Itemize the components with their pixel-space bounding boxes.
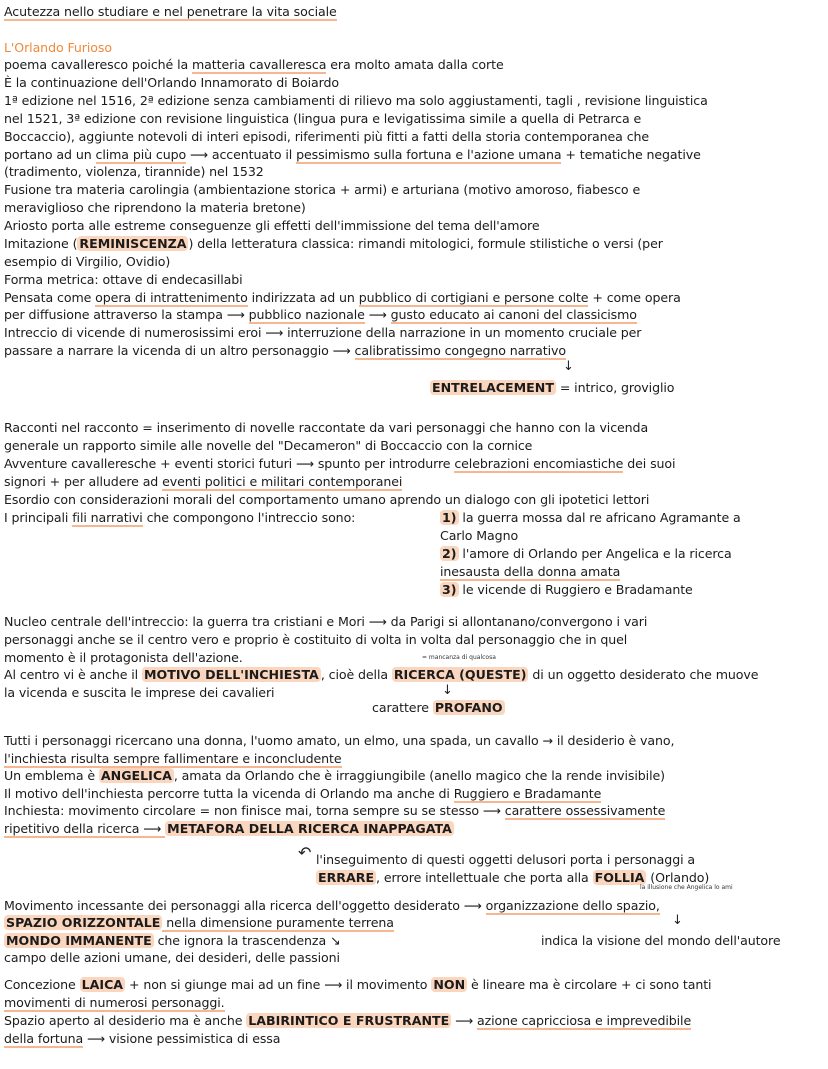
entrelacement-line: ENTRELACEMENT = intrico, groviglio <box>432 380 675 395</box>
line-24: signori + per alludere ad eventi politici e militari contemporanei <box>4 474 403 489</box>
line-42: ripetitivo della ricerca ⟶ METAFORA DELLA RICERCA INAPPAGATA <box>4 821 452 836</box>
thread-2: 2) l'amore di Orlando per Angelica e la ricerca <box>442 546 732 561</box>
line-5: 1ª edizione nel 1516, 2ª edizione senza cambiamenti di rilievo ma solo aggiustamenti, tagli , revisione linguistica <box>4 93 708 108</box>
line-23: Avventure cavalleresche + eventi storici futuri ⟶ spunto per introdurre celebrazioni encomiastiche dei suoi <box>4 456 676 471</box>
line-51: Spazio aperto al desiderio ma è anche LABIRINTICO E FRUSTRANTE ⟶ azione capricciosa e imprevedibile <box>4 1013 692 1028</box>
line-37: Tutti i personaggi ricercano una donna, l'uomo amato, un elmo, una spada, un cavallo → il desiderio è vano, <box>4 733 675 748</box>
line-52: della fortuna ⟶ visione pessimistica di essa <box>4 1031 281 1046</box>
line-33: momento è il protagonista dell'azione. <box>4 650 243 665</box>
line-47-right: indica la visione del mondo dell'autore <box>541 933 781 948</box>
line-41: Inchiesta: movimento circolare = non finisce mai, torna sempre su se stesso ⟶ carattere ossessivamente <box>4 803 666 818</box>
section-title: L'Orlando Furioso <box>4 40 112 55</box>
line-45: Movimento incessante dei personaggi alla ricerca dell'oggetto desiderato ⟶ organizzazione dello spazio, <box>4 898 660 913</box>
line-26: I principali fili narrativi che compongono l'intreccio sono: <box>4 510 356 525</box>
line-35: la vicenda e suscita le imprese dei cavalieri <box>4 685 275 700</box>
line-12: Ariosto porta alle estreme conseguenze gli effetti dell'immissione del tema dell'amore <box>4 218 540 233</box>
line-40: Il motivo dell'inchiesta percorre tutta la vicenda di Orlando ma anche di Ruggiero e Bradamante <box>4 786 602 801</box>
arrow-down-icon: ↓ <box>442 683 453 698</box>
line-49: Concezione LAICA + non si giunge mai ad un fine ⟶ il movimento NON è lineare ma è circolare + ci sono tanti <box>4 977 712 992</box>
line-6: nel 1521, 3ª edizione con revisione linguistica (lingua pura e levigatissima simile a quella di Petrarca e <box>4 111 642 126</box>
thread-2-cont: inesausta della donna amata <box>440 564 621 579</box>
line-21: Racconti nel racconto = inserimento di novelle raccontate da vari personaggi che hanno con la vicenda <box>4 420 649 435</box>
line-4: È la continuazione dell'Orlando Innamorato di Boiardo <box>4 75 339 90</box>
line-1: Acutezza nello studiare e nel penetrare la vita sociale <box>4 4 337 19</box>
line-39: Un emblema è ANGELICA , amata da Orlando che è irraggiungibile (anello magico che la rende invisibile) <box>4 768 665 783</box>
note-illusione: la illusione che Angelica lo ami <box>640 884 733 891</box>
thread-3: 3) le vicende di Ruggiero e Bradamante <box>442 582 693 597</box>
line-16: Pensata come opera di intrattenimento indirizzata ad un pubblico di cortigiani e persone colte + come opera <box>4 290 681 305</box>
line-18: Intreccio di vicende di numerosissimi eroi ⟶ interruzione della narrazione in un momento cruciale per <box>4 325 642 340</box>
line-13: Imitazione ( REMINISCENZA ) della letteratura classica: rimandi mitologici, formule stilistiche o versi (per <box>4 236 663 251</box>
line-9: (tradimento, violenza, tirannide) nel 1532 <box>4 164 264 179</box>
line-32: personaggi anche se il centro vero e proprio è costituito di volta in volta dal personaggio che in quel <box>4 632 628 647</box>
curved-arrow-icon: ↶ <box>298 843 312 862</box>
line-14: esempio di Virgilio, Ovidio) <box>4 254 171 269</box>
note-mancanza: = mancanza di qualcosa <box>422 654 496 661</box>
line-15: Forma metrica: ottave di endecasillabi <box>4 272 243 287</box>
thread-1: 1) la guerra mossa dal re africano Agramante a <box>442 510 741 525</box>
arrow-down-icon: ↓ <box>563 359 574 374</box>
line-25: Esordio con considerazioni morali del comportamento umano aprendo un dialogo con gli ipotetici lettori <box>4 492 650 507</box>
line-19: passare a narrare la vicenda di un altro personaggio ⟶ calibratissimo congegno narrativo <box>4 343 566 358</box>
line-11: meraviglioso che riprendono la materia bretone) <box>4 200 306 215</box>
line-22: generale un rapporto simile alle novelle del "Decameron" di Boccaccio con la cornice <box>4 438 533 453</box>
line-34: Al centro vi è anche il MOTIVO DELL'INCHIESTA , cioè della RICERCA (QUESTE) di un oggetto desiderato che muove <box>4 667 759 682</box>
line-46: SPAZIO ORIZZONTALE nella dimensione puramente terrena <box>6 915 394 930</box>
line-47: MONDO IMMANENTE che ignora la trascendenza ↘ <box>6 933 341 948</box>
line-50: movimenti di numerosi personaggi. <box>4 995 225 1010</box>
carattere-profano: carattere PROFANO <box>372 700 503 715</box>
line-7: Boccaccio), aggiunte notevoli di interi episodi, riferimenti più fitti a fatti della storia contemporanea che <box>4 129 650 144</box>
arrow-down-icon: ↓ <box>672 913 683 928</box>
line-38: l'inchiesta risulta sempre fallimentare e inconcludente <box>4 751 342 766</box>
line-17: per diffusione attraverso la stampa ⟶ pubblico nazionale ⟶ gusto educato ai canoni del classicismo <box>4 307 637 322</box>
line-8: portano ad un clima più cupo ⟶ accentuato il pessimismo sulla fortuna e l'azione umana + tematiche negative <box>4 147 701 162</box>
line-43: l'inseguimento di questi oggetti delusori porta i personaggi a <box>316 852 696 867</box>
thread-1-cont: Carlo Magno <box>440 528 519 543</box>
line-10: Fusione tra materia carolingia (ambientazione storica + armi) e arturiana (motivo amoroso, fiabesco e <box>4 182 641 197</box>
line-48: campo delle azioni umane, dei desideri, delle passioni <box>4 950 340 965</box>
line-3: poema cavalleresco poiché la matteria cavalleresca era molto amata dalla corte <box>4 57 504 72</box>
line-44: ERRARE , errore intellettuale che porta alla FOLLIA (Orlando) <box>318 870 710 885</box>
line-31: Nucleo centrale dell'intreccio: la guerra tra cristiani e Mori ⟶ da Parigi si allontanano/convergono i vari <box>4 614 648 629</box>
